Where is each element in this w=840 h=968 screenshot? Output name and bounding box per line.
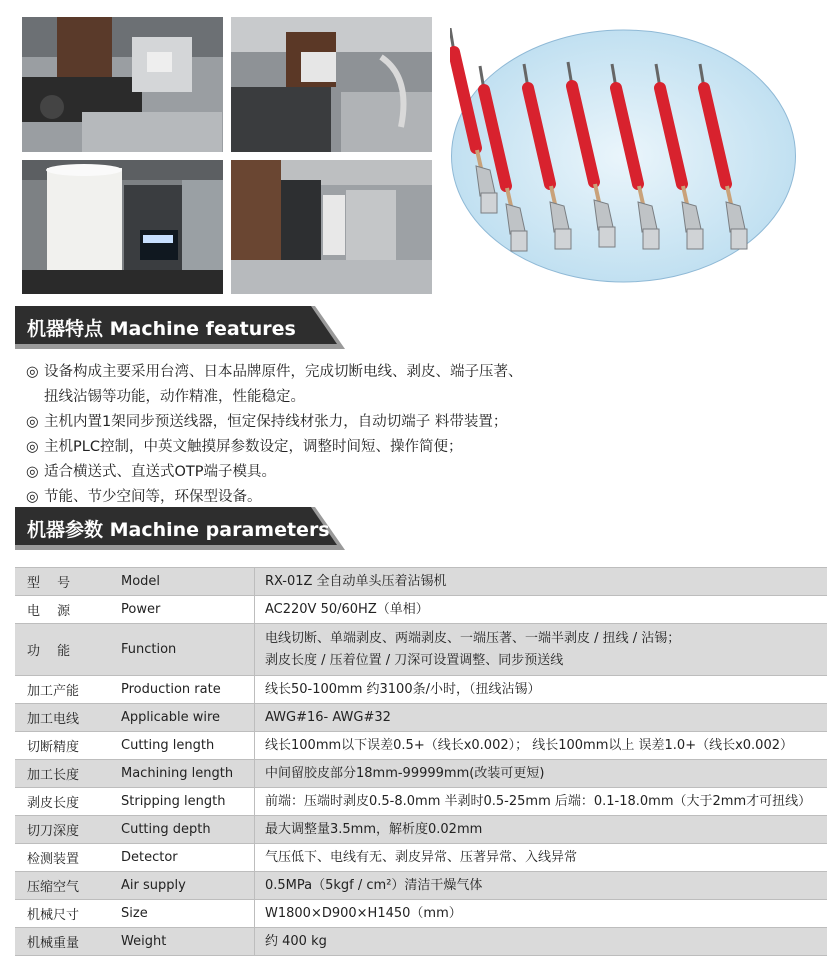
table-row: 切刀深度 Cutting depth 最大调整量3.5mm，解析度0.02mm [15, 816, 827, 844]
product-sample-image [450, 28, 797, 284]
machine-photo-1 [22, 17, 223, 152]
machine-photo-2 [231, 17, 432, 152]
features-list [26, 360, 826, 510]
parameters-table [15, 567, 827, 956]
feature-item-continuation: 扭线沾锡等功能，动作精准，性能稳定。 [44, 389, 305, 405]
table-row: 切断精度 Cutting length 线长100mm以下误差0.5+（线长x0.002）； 线长100mm以上 误差1.0+（线长x0.002） [15, 732, 827, 760]
bullet-icon: ◎ [26, 439, 39, 455]
machine-photo-4 [231, 160, 432, 294]
feature-item: ◎ 适合横送式、直送式OTP端子模具。 [26, 460, 826, 485]
table-row: 功 能 Function 电线切断、单端剥皮、两端剥皮、一端压著、一端半剥皮 / 扭线 / 沾锡； 剥皮长度 / 压着位置 / 刀深可设置调整、同步预送线 [15, 624, 827, 676]
features-heading: 机器特点 Machine features [27, 318, 296, 340]
feature-item: ◎ 主机PLC控制，中英文触摸屏参数设定，调整时间短、操作简便； [26, 435, 826, 460]
bullet-icon: ◎ [26, 364, 39, 380]
machine-photo-3 [22, 160, 223, 294]
feature-item: ◎ 节能、节少空间等，环保型设备。 [26, 485, 826, 510]
table-row: 压缩空气 Air supply 0.5MPa（5kgf / cm²）清洁干燥气体 [15, 872, 827, 900]
table-row: 机械重量 Weight 约 400 kg [15, 928, 827, 956]
bullet-icon: ◎ [26, 414, 39, 430]
feature-item: ◎ 设备构成主要采用台湾、日本品牌原件，完成切断电线、剥皮、端子压著、 [26, 360, 826, 385]
table-row: 加工电线 Applicable wire AWG#16- AWG#32 [15, 704, 827, 732]
table-row: 检测装置 Detector 气压低下、电线有无、剥皮异常、压著异常、入线异常 [15, 844, 827, 872]
table-row: 电 源 Power AC220V 50/60HZ（单相） [15, 596, 827, 624]
bullet-icon: ◎ [26, 489, 39, 505]
table-row: 型 号 Model RX-01Z 全自动单头压着沾锡机 [15, 568, 827, 596]
features-section-header [15, 306, 345, 349]
table-row: 加工产能 Production rate 线长50-100mm 约3100条/小时，（扭线沾锡） [15, 676, 827, 704]
table-row: 剥皮长度 Stripping length 前端：压端时剥皮0.5-8.0mm 半剥时0.5-25mm 后端：0.1-18.0mm（大于2mm才可扭线） [15, 788, 827, 816]
table-row: 加工长度 Machining length 中间留胶皮部分18mm-99999mm(改装可更短) [15, 760, 827, 788]
parameters-section-header [15, 507, 345, 550]
table-row: 机械尺寸 Size W1800×D900×H1450（mm） [15, 900, 827, 928]
bullet-icon: ◎ [26, 464, 39, 480]
parameters-heading: 机器参数 Machine parameters [27, 519, 330, 541]
feature-item: ◎ 主机内置1架同步预送线器，恒定保持线材张力，自动切端子 料带装置； [26, 410, 826, 435]
